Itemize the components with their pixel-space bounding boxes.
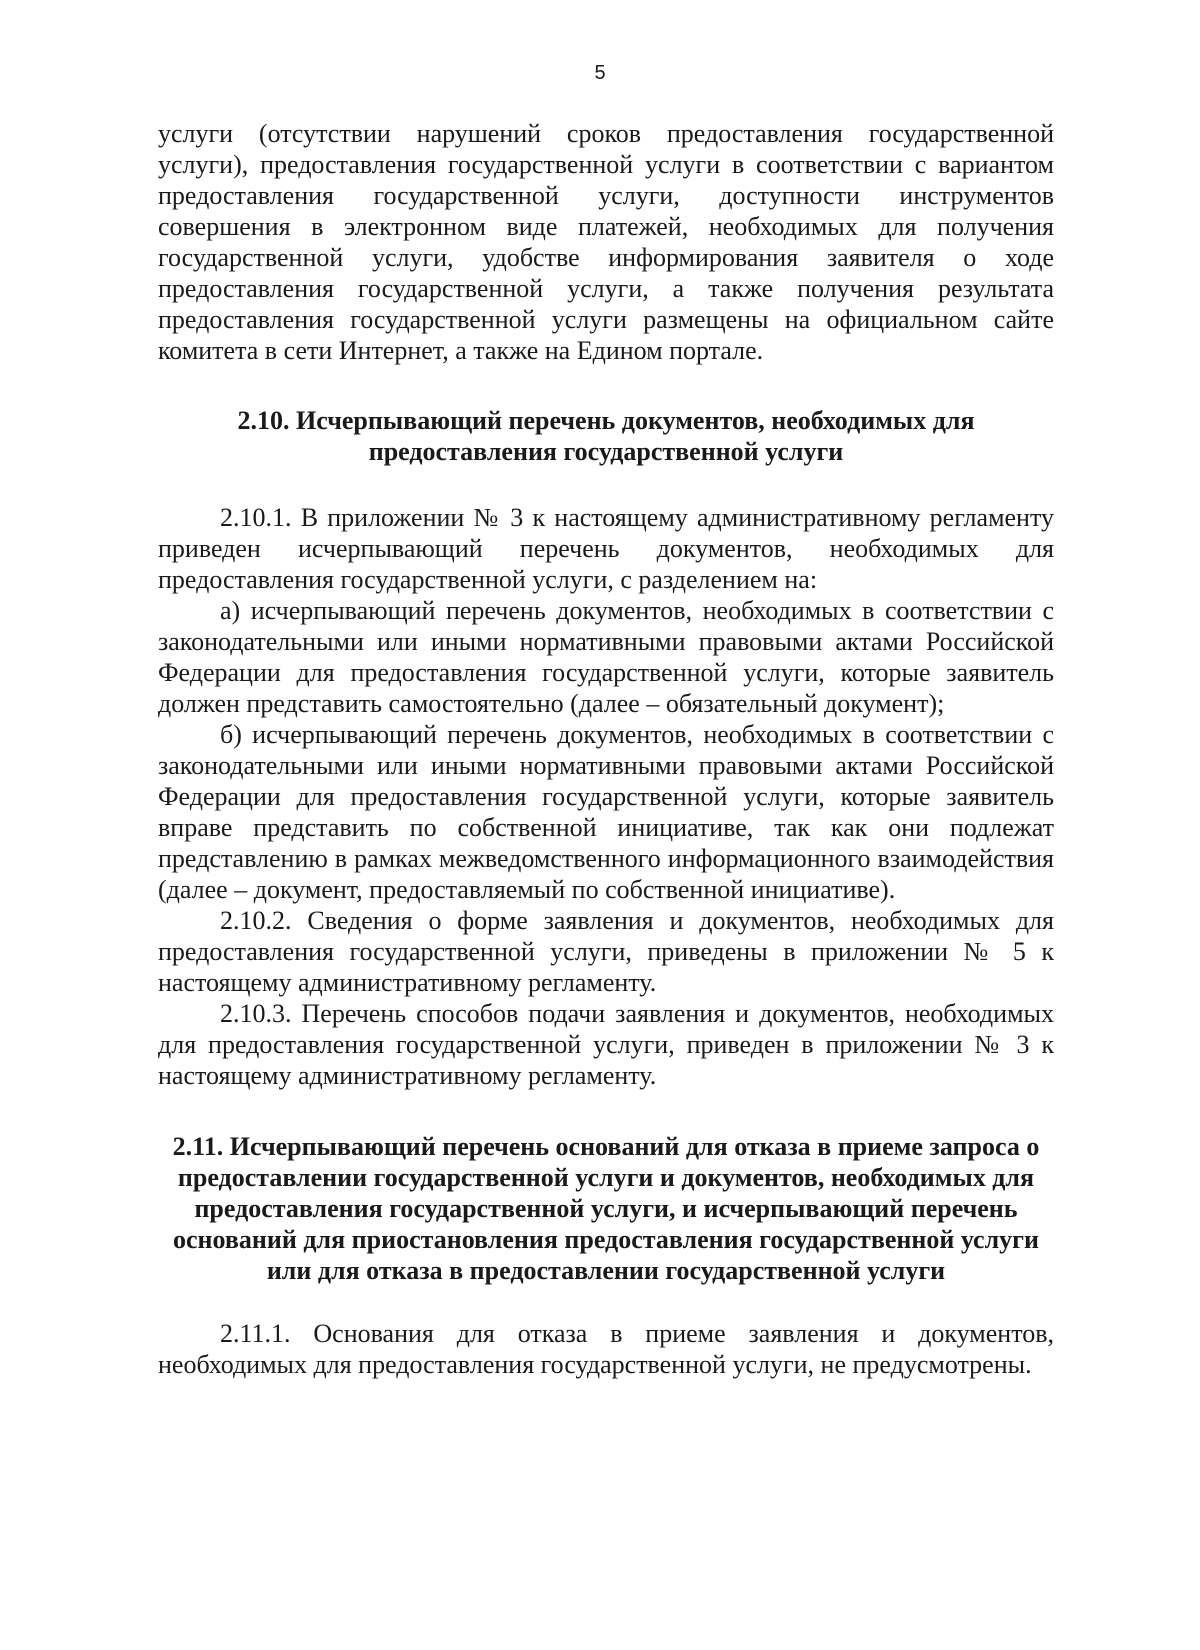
paragraph-2-10-1: 2.10.1. В приложении № 3 к настоящему административному регламенту приведен исчерпывающий перечень документов, необходимых для предоставления государственной услуги, с разделением на: (158, 503, 1054, 594)
section-2-11-heading: 2.11. Исчерпывающий перечень оснований для отказа в приеме запроса о предоставлении государственной услуги и документов, необходимых для предоставления государственной услуги, и исчерпывающий перечень оснований для приостановления предоставления государственной услуги или для отказа в предоставлении государственной услуги (172, 1132, 1040, 1285)
document-body (158, 118, 1054, 1380)
paragraph-2-10-1-b: б) исчерпывающий перечень документов, необходимых в соответствии с законодательными или иными нормативными правовыми актами Российской Федерации для предоставления государственной услуги, которые заявитель вправе представить по собственной инициативе, так как они подлежат представлению в рамках межведомственного информационного взаимодействия (далее – документ, предоставляемый по собственной инициативе). (158, 720, 1054, 904)
paragraph-2-10-3: 2.10.3. Перечень способов подачи заявления и документов, необходимых для предоставления государственной услуги, приведен в приложении № 3 к настоящему административному регламенту. (158, 999, 1054, 1090)
paragraph-2-10-1-a: а) исчерпывающий перечень документов, необходимых в соответствии с законодательными или иными нормативными правовыми актами Российской Федерации для предоставления государственной услуги, которые заявитель должен представить самостоятельно (далее – обязательный документ); (158, 596, 1054, 718)
section-2-10-heading: 2.10. Исчерпывающий перечень документов, необходимых для предоставления государственной услуги (237, 406, 975, 466)
intro-paragraph: услуги (отсутствии нарушений сроков предоставления государственной услуги), предоставления государственной услуги в соответствии с вариантом предоставления государственной услуги, доступности инструментов совершения в электронном виде платежей, необходимых для получения государственной услуги, удобстве информирования заявителя о ходе предоставления государственной услуги, а также получения результата предоставления государственной услуги размещены на официальном сайте комитета в сети Интернет, а также на Едином портале. (158, 119, 1054, 365)
paragraph-2-10-2: 2.10.2. Сведения о форме заявления и документов, необходимых для предоставления государственной услуги, приведены в приложении № 5 к настоящему административному регламенту. (158, 906, 1054, 997)
page-number: 5 (594, 62, 606, 84)
paragraph-2-11-1: 2.11.1. Основания для отказа в приеме заявления и документов, необходимых для предоставления государственной услуги, не предусмотрены. (158, 1319, 1054, 1379)
